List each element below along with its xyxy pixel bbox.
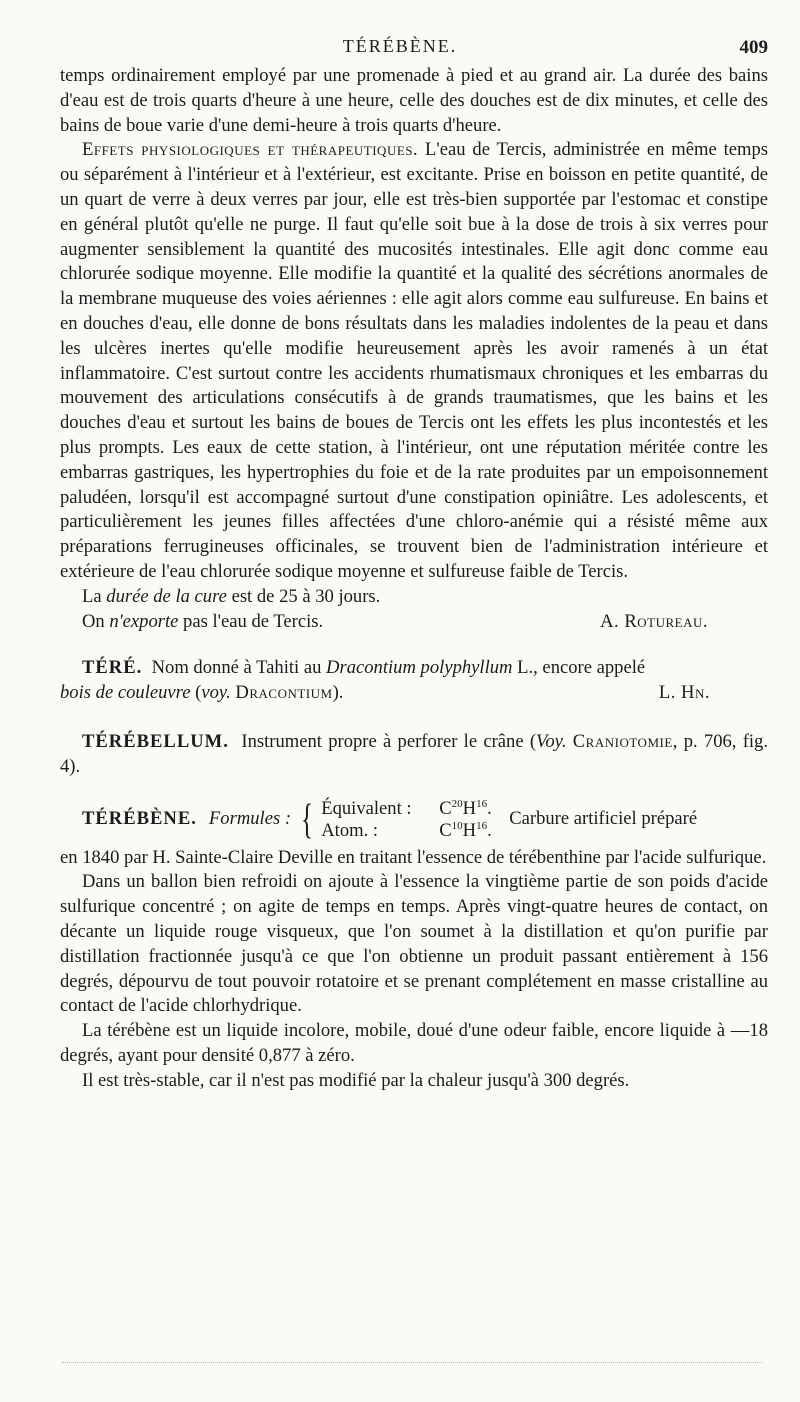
formula-atom-label: Atom. : — [321, 819, 379, 841]
f2-end: . — [487, 819, 492, 841]
terebene-intro: en 1840 par H. Sainte-Claire Deville en traitant l'essence de térébenthine par l'acide sulfurique. — [60, 846, 767, 868]
terebellum-voy: Voy. — [536, 730, 567, 752]
tere-species: Dracontium polyphyllum — [326, 657, 513, 679]
terebellum-crossref: Craniotomie — [572, 730, 673, 752]
f2-h: H — [462, 819, 477, 841]
formula-tail: Carbure artificiel préparé — [509, 808, 698, 830]
f1-c: C — [439, 797, 452, 819]
formula-atom — [321, 820, 499, 842]
tercis-paragraph-1: temps ordinairement employé par une promenade à pied et au grand air. La durée des bains d'eau est de trois quarts d'heure à une heure, celle des douches est de dix minutes, et celle des bains de boue varie d'une demi-heure à trois quarts d'heure. — [60, 65, 768, 136]
terebene-paragraph-3: Il est très-stable, car il n'est pas modifié par la chaleur jusqu'à 300 degrés. — [82, 1069, 630, 1091]
tere-line-2-text — [60, 681, 343, 706]
tere-common-name: bois de couleuvre — [60, 682, 191, 704]
author-signature-rotureau: A. Rotureau. — [600, 610, 708, 632]
tere-crossref: Dracontium — [235, 682, 333, 704]
tere-text-1: Nom donné à Tahiti au — [151, 657, 327, 679]
tere-text-3: ( — [190, 682, 202, 704]
cure-emphasis: durée de la cure — [106, 585, 227, 607]
page-body — [60, 64, 768, 1093]
terebene-paragraph-2: La térébène est un liquide incolore, mobile, doué d'une odeur faible, encore liquide à —18 degrés, ayant pour densité 0,877 à zéro. — [60, 1020, 768, 1066]
export-line — [60, 610, 768, 635]
page-number: 409 — [739, 37, 768, 58]
running-head — [0, 36, 800, 62]
export-post: pas l'eau de Tercis. — [178, 610, 324, 632]
headword-terebene: TÉRÉBÈNE. — [82, 808, 197, 830]
terebellum-text-1: Instrument propre à perforer le crâne ( — [241, 730, 537, 752]
export-emphasis: n'exporte — [109, 610, 179, 632]
f1-sup2: 16 — [476, 797, 488, 810]
terebene-paragraph-1: Dans un ballon bien refroidi on ajoute à l'essence la vingtième partie de son poids d'acide sulfurique concentré ; on agite de temps en temps. Après vingt-quatre heures de contact, on décante un liquide rouge visqueux, que l'on soumet à la distillation et qu'on purifie par distillation fractionnée jusqu'à ce que l'on obtienne un produit passant entièrement à 156 degrés, dépourvu de tout pouvoir rotatoire et se prenant complétement en masse cristalline au contact de l'acide chlorhydrique. — [60, 871, 768, 1017]
terebellum-text-3: , p. 706, fig. 4). — [60, 730, 769, 777]
formula-atom-value — [439, 820, 499, 842]
formula-brace: { — [301, 796, 314, 843]
f1-h: H — [462, 797, 477, 819]
entry-tere — [60, 656, 768, 681]
headword-tere: TÉRÉ. — [82, 657, 143, 679]
f2-sup2: 16 — [476, 819, 488, 832]
formulas-label: Formules : — [208, 808, 292, 830]
cure-post: est de 25 à 30 jours. — [226, 585, 381, 607]
tere-text-2: L., encore appelé — [512, 657, 646, 679]
cure-duration-line — [60, 585, 768, 610]
f2-c: C — [439, 819, 452, 841]
formula-equivalent — [321, 798, 499, 820]
formula-stack — [321, 798, 499, 842]
effects-text: L'eau de Tercis, administrée en même temps ou séparément à l'intérieur et à l'extérieur, est excitante. Prise en boisson en petite quantité, de un quart de verre à deux verres par jour, elle est très-bien supportée par l'estomac et constipe en général plutôt qu'elle ne purge. Il faut qu'elle soit bue à la dose de trois à six verres pour augmenter sensiblement la quantité des mucosités intestinales. Elle agit donc comme eau chlorurée sodique moyenne. Elle modifie la quantité et la qualité des sécrétions anormales de la membrane muqueuse des voies aériennes : elle agit alors comme eau sulfureuse. En bains et en douches d'eau, elle donne de bons résultats dans les maladies indolentes de la peau et dans les ulcères inertes qu'elle modifie heureusement après les avoir ramenés à un état inflammatoire. C'est surtout contre les accidents rhumatismaux chroniques et les embarras du mouvement des articulations consécutifs à de grands traumatismes, que les bains et les douches d'eau et surtout les bains de boues de Tercis ont les effets les plus incontestés et les plus prompts. Les eaux de cette station, à l'intérieur, ont une réputation méritée contre les embarras gastriques, les hypertrophies du foie et de la rate produites par un empoisonnement paludéen, lorsqu'il est accompagné surtout d'une constipation opiniâtre. Les adolescents, et particulièrement les jeunes filles affectées d'une chloro-anémie qui a résisté même aux préparations ferrugineuses officinales, se trouvent bien de l'administration intérieure et extérieure de l'eau chlorurée sodique moyenne et sulfureuse faible de Tercis. — [60, 139, 768, 582]
author-signature-hn: L. Hn. — [658, 682, 710, 704]
export-pre: On — [82, 610, 110, 632]
formula-equivalent-value — [439, 798, 499, 820]
tere-voy: voy. — [201, 682, 231, 704]
export-text — [82, 610, 323, 635]
formula-equivalent-label: Équivalent : — [321, 797, 412, 819]
bottom-scan-noise — [62, 1362, 762, 1365]
cure-pre: La — [82, 585, 107, 607]
headword-terebellum: TÉRÉBELLUM. — [82, 730, 229, 752]
f2-sup1: 10 — [451, 819, 463, 832]
entry-terebellum — [60, 730, 768, 780]
running-head-title: TÉRÉBÈNE. — [342, 36, 458, 56]
f1-sup1: 20 — [451, 797, 463, 810]
terebene-formula-line — [60, 794, 768, 846]
tercis-effects-paragraph — [60, 138, 768, 584]
tere-line-2 — [60, 681, 768, 706]
f1-end: . — [487, 797, 492, 819]
effects-heading: Effets physiologiques et thérapeutiques. — [82, 139, 419, 161]
tere-text-5: ). — [332, 682, 344, 704]
